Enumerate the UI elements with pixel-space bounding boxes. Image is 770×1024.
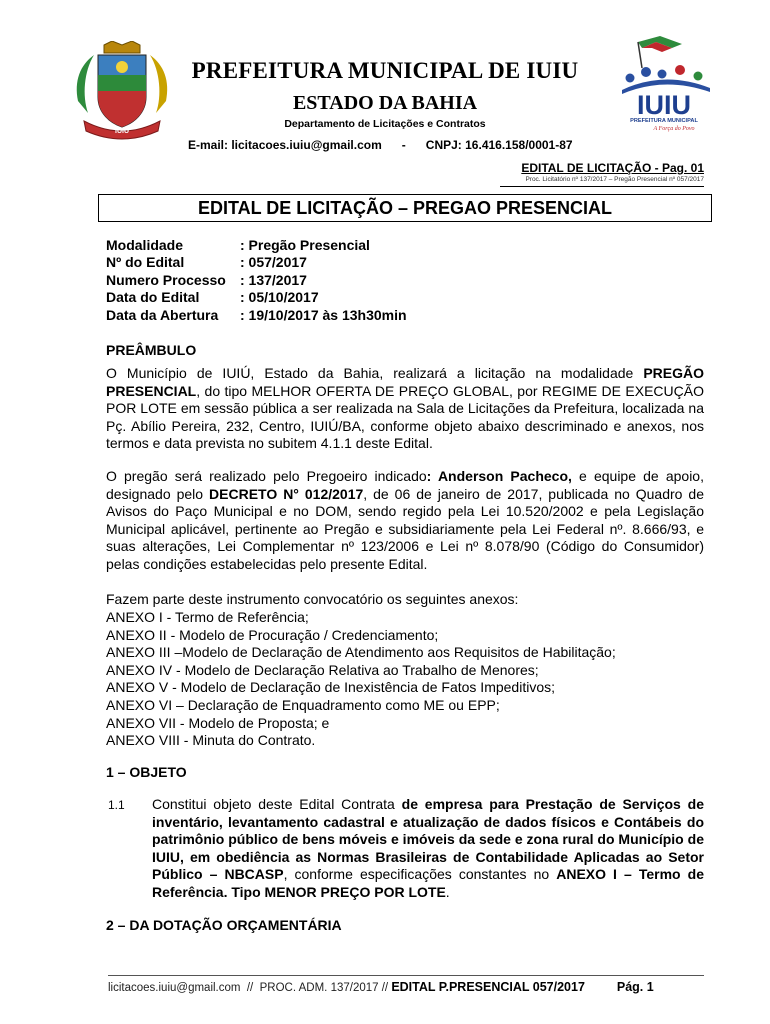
field-value: : 057/2017: [240, 254, 307, 271]
field-value: : Pregão Presencial: [240, 237, 370, 253]
text-run: e equipe de apoio, designado pelo: [106, 468, 704, 502]
field-value: : 137/2017: [240, 271, 307, 288]
field-value: : 05/10/2017: [240, 289, 319, 306]
annex-item: ANEXO VIII - Minuta do Contrato.: [106, 732, 316, 749]
logo-subtitle: PREFEITURA MUNICIPAL: [630, 118, 698, 124]
crest-ribbon-text: IUIU: [115, 128, 129, 135]
footer-edital: EDITAL P.PRESENCIAL 057/2017: [391, 980, 585, 994]
logo-slogan: A Força do Povo: [653, 126, 695, 132]
field-label: Numero Processo: [106, 271, 226, 288]
text-run: , conforme especificações constantes no: [283, 866, 557, 883]
section-2-heading: 2 – DA DOTAÇÃO ORÇAMENTÁRIA: [106, 917, 342, 933]
header-title: PREFEITURA MUNICIPAL DE IUIU: [191, 58, 579, 83]
logo-name: IUIU: [637, 90, 691, 120]
document-title: EDITAL DE LICITAÇÃO – PREGAO PRESENCIAL: [98, 194, 712, 222]
header-contact: [188, 138, 573, 152]
header-divider: [500, 186, 704, 187]
preamble-paragraph-2: [106, 468, 704, 574]
field-label: Modalidade: [106, 237, 184, 253]
preamble-heading: PREÂMBULO: [106, 342, 197, 358]
item-1-1-text: [152, 796, 704, 902]
text-run-bold: DECRETO N° 012/2017: [209, 485, 364, 502]
annex-item: ANEXO V - Modelo de Declaração de Inexistência de Fatos Impeditivos;: [106, 679, 555, 696]
text-run: , do tipo MELHOR OFERTA DE PREÇO GLOBAL, por REGIME DE EXECUÇÃO POR LOTE em sessão pública a ser realizada na Sala de Licitações da Prefeitura, localizada na Pç. Abílio Pereira, 232, Centro, IUIÚ/BA, conforme objeto abaixo descriminado e anexos, nos termos e data prevista no subitem 4.1.1 deste Edital.: [106, 382, 704, 452]
field-label: Data da Abertura: [106, 306, 219, 323]
header-process-ref: Proc. Licitatório nº 137/2017 – Pregão Presencial nº 057/2017: [525, 176, 704, 183]
text-run: Constitui objeto deste Edital Contrata: [152, 796, 402, 812]
preamble-paragraph-1: [106, 365, 704, 453]
field-label: Nº do Edital: [106, 254, 185, 271]
text-run-bold: PREGÃO PRESENCIAL: [106, 365, 704, 399]
footer-divider: [108, 975, 704, 976]
header-cnpj: CNPJ: 16.416.158/0001-87: [425, 138, 573, 152]
field-row: [106, 237, 407, 254]
field-label: Data do Edital: [106, 289, 200, 306]
field-row: [106, 289, 407, 306]
annex-item: ANEXO II - Modelo de Procuração / Credenciamento;: [106, 626, 439, 643]
annex-item: ANEXO VII - Modelo de Proposta; e: [106, 714, 330, 731]
text-run-bold: ANEXO I – Termo de Referência. Tipo MENOR PREÇO POR LOTE: [152, 866, 704, 900]
item-number: 1.1: [108, 798, 125, 812]
annex-item: ANEXO VI – Declaração de Enquadramento como ME ou EPP;: [106, 696, 500, 713]
header-email: E-mail: licitacoes.iuiu@gmail.com: [188, 138, 382, 152]
field-row: [106, 307, 407, 324]
header-department: Departamento de Licitações e Contratos: [284, 118, 486, 130]
header-separator: -: [401, 138, 406, 152]
text-run: O Município de IUIÚ, Estado da Bahia, realizará a licitação na modalidade: [106, 365, 644, 381]
header-edital-page: EDITAL DE LICITAÇÃO - Pag. 01: [521, 161, 704, 175]
text-run-bold: : Anderson Pacheco,: [426, 468, 572, 484]
page-footer: [108, 980, 654, 994]
annex-item: ANEXO I - Termo de Referência;: [106, 609, 309, 625]
field-row: [106, 272, 407, 289]
preamble-paragraph-3: Fazem parte deste instrumento convocatório os seguintes anexos:: [106, 591, 519, 607]
section-1-heading: 1 – OBJETO: [106, 764, 187, 780]
footer-page-number: Pág. 1: [616, 980, 654, 994]
annex-item: ANEXO III –Modelo de Declaração de Atendimento aos Requisitos de Habilitação;: [106, 644, 616, 661]
text-run-bold: de empresa para Prestação de Serviços de inventário, levantamento cadastral e atualização de dados físicos e Contábeis do patrimônio público de bens móveis e imóveis da sede e zona rural do Município de IUIU, em obediência as Normas Brasileiras de Contabilidade Aplicadas ao Setor Público – NBCASP: [152, 796, 704, 883]
text-run: O pregão será realizado pelo Pregoeiro indicado: [106, 468, 427, 484]
header-state: ESTADO DA BAHIA: [292, 92, 478, 114]
footer-email-proc: licitacoes.iuiu@gmail.com // PROC. ADM. 137/2017 //: [108, 982, 392, 994]
field-value: : 19/10/2017 às 13h30min: [240, 306, 407, 323]
text-run: , de 06 de janeiro de 2017, publicada no Quadro de Avisos do Paço Municipal e no DOM, sendo regido pela Lei 10.520/2002 e pela Legislação Municipal aplicável, pertinente ao Pregão e subsidiariamente pela Lei Federal nº. 8.666/93, e suas alterações, Lei Complementar nº 123/2006 e Lei nº 8.078/90 (Código do Consumidor) pelas condições estabelecidas pelo presente Edital.: [106, 485, 704, 572]
edital-fields: [106, 237, 407, 324]
field-row: [106, 254, 407, 271]
text-run: .: [445, 883, 450, 900]
annex-list: [106, 609, 616, 750]
annex-item: ANEXO IV - Modelo de Declaração Relativa ao Trabalho de Menores;: [106, 661, 539, 678]
